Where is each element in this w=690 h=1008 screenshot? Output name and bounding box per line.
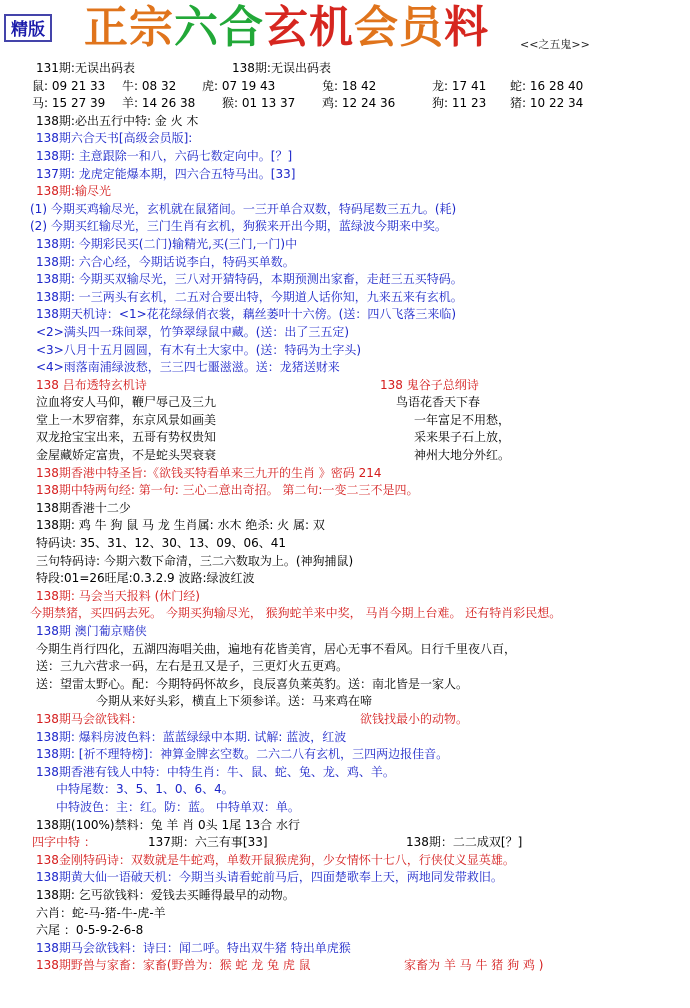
lubu-poem-line: 双龙抢宝宝出来，五哥有势权贵知 bbox=[36, 430, 217, 445]
poem-line bbox=[36, 412, 686, 430]
text-line: 送：望雷太野心。配：今期特码怀故乡，良辰喜负莱英豹。送：南北皆是一家人。 bbox=[36, 676, 469, 691]
page-title bbox=[84, 2, 489, 54]
wong-tai-sin: 138期黄大仙一语破天机：今期当头请看蛇前马后，四面楚歌奉上天，两地同发带救旧。 bbox=[36, 870, 503, 885]
poem-line bbox=[36, 429, 686, 447]
title-part-4: 会员 bbox=[354, 2, 444, 53]
text-line: 138期马会欲钱料：诗曰：闻二呼。特出双牛猪 特出单虎猴 bbox=[36, 940, 351, 955]
text-line: 138期: 爆料房波色料：蓝蓝绿绿中本期. 试解: 蓝波，红波 bbox=[36, 729, 347, 744]
title-part-5: 料 bbox=[444, 2, 489, 53]
zodiac-row-2 bbox=[32, 95, 686, 113]
lose-all-item-1: (1) 今期买鸡输尽光，玄机就在鼠猪间。一三开单合双数，特码尾数三五九。(耗) bbox=[30, 201, 457, 216]
guiguzi-poem-line: 鸟语花香天下春 bbox=[396, 395, 481, 410]
jockey-club-money bbox=[36, 711, 686, 729]
zodiac-cell: 鸡: 12 24 36 bbox=[322, 96, 396, 111]
heaven-book-heading: 138期六合天书[高级会员版]: bbox=[36, 131, 193, 146]
heaven-poem-4: <4>雨落南浦绿波愁，三三四七噩滋滋。送：龙猪送财来 bbox=[36, 360, 340, 375]
title-part-1: 正宗 bbox=[84, 2, 174, 53]
guiguzi-poem-line: 神州大地分外红。 bbox=[414, 448, 511, 463]
lubu-poem-heading: 138 吕布透特玄机诗 bbox=[36, 377, 147, 392]
zodiac-cell: 狗: 11 23 bbox=[432, 96, 487, 111]
two-sentence-scripture: 138期中特两句经: 第一句: 三心二意出奇招。 第二句:一变二三不是四。 bbox=[36, 483, 419, 498]
text-line: 138期: 一三两头有玄机，二五对合要出特，今期道人话你知，九来五来有玄机。 bbox=[36, 289, 463, 304]
hk-twelve-young-heading: 138期香港十二少 bbox=[36, 500, 131, 515]
text-line: 送：三九六营求一码，左右是丑又是子，三更灯火五更鸡。 bbox=[36, 659, 349, 674]
lubu-poem-line: 堂上一木罗宿葬，东京风景如画美 bbox=[36, 412, 217, 427]
text-line: 特段:01=26旺尾:0.3.2.9 波路:绿波红波 bbox=[36, 571, 255, 586]
zodiac-cell: 龙: 17 41 bbox=[432, 78, 487, 93]
poem-headings bbox=[36, 377, 686, 395]
title-part-3: 玄机 bbox=[264, 2, 354, 53]
zodiac-row-1 bbox=[32, 78, 686, 96]
heaven-book-138: 138期: 主意跟除一和八，六码七数定向中。[？] bbox=[36, 148, 293, 163]
text-line: 138期: 乞丐欲钱料：爱钱去买睡得最早的动物。 bbox=[36, 887, 295, 902]
text-line: 138期: 今期彩民买(二门)输精光,买(三门,一门)中 bbox=[36, 236, 298, 251]
tail-numbers: 中特尾数：3、5、1、0、6、4。 bbox=[56, 782, 234, 797]
text-line: 138期: 今期买双输尽光，三八对开猜特码，本期预测出家畜，走赶三五买特码。 bbox=[36, 272, 463, 287]
guiguzi-poem-heading: 138 鬼谷子总纲诗 bbox=[380, 377, 479, 392]
heaven-poem-3: <3>八月十五月圆圆，有木有土大家中。(送：特码为土字头) bbox=[36, 342, 362, 357]
edition-badge: 精版 bbox=[4, 14, 52, 42]
text-line: 今期从来好头彩，横直上下须参详。送：马来鸡在啼 bbox=[96, 694, 373, 709]
four-character-row bbox=[32, 834, 686, 852]
zodiac-cell: 马: 15 27 39 bbox=[32, 96, 106, 111]
text-line: 今期生肖行四化，五湖四海唱关曲，遍地有花皆美宵，居心无事不看风。日行千里夜八百， bbox=[36, 641, 517, 656]
four-character-138: 138期：二二成双[？] bbox=[406, 835, 523, 850]
text-line: 138期: 鸡 牛 狗 鼠 马 龙 生肖属: 水木 绝杀: 火 属: 双 bbox=[36, 518, 325, 533]
zodiac-cell: 猪: 10 22 34 bbox=[510, 96, 584, 111]
beasts-livestock-row bbox=[36, 957, 686, 975]
zodiac-cell: 虎: 07 19 43 bbox=[202, 78, 276, 93]
header bbox=[0, 0, 690, 60]
jockey-club-money-label: 138期马会欲钱料： bbox=[36, 711, 143, 726]
code-table-title-131: 131期:无误出码表 bbox=[36, 61, 135, 75]
four-character-137: 137期：六三有事[33] bbox=[148, 835, 268, 850]
heaven-poem-1: 138期天机诗：<1>花花绿绿俏衣裳，藕丝萎叶十六傍。(送：四八飞落三来临) bbox=[36, 307, 457, 322]
jockey-club-heading: 138期: 马会当天报料 (休门经) bbox=[36, 588, 200, 603]
guiguzi-poem-line: 采来果子石上放， bbox=[414, 430, 511, 445]
five-elements-line: 138期:必出五行中特: 金 火 木 bbox=[36, 113, 199, 128]
poem-line bbox=[36, 447, 686, 465]
guiguzi-poem-line: 一年富足不用愁， bbox=[414, 412, 511, 427]
code-table-titles bbox=[36, 60, 686, 78]
zodiac-cell: 牛: 08 32 bbox=[122, 78, 177, 93]
content bbox=[30, 60, 686, 975]
wave-color: 中特波色：主：红。防：蓝。 中特单双：单。 bbox=[56, 799, 300, 814]
text-line: 138期: [祈不理特榜]：神算金牌玄空数。二六二八有玄机，三四两边报佳音。 bbox=[36, 747, 449, 762]
macau-heading: 138期 澳门葡京赌侠 bbox=[36, 624, 147, 638]
title-part-2: 六合 bbox=[174, 2, 264, 53]
banned-line: 今期禁猪，买四码去死。 今期买狗输尽光， 猴狗蛇羊来中奖， 马肖今期上台难。 还有特肖彩民想。 bbox=[30, 606, 562, 621]
lose-all-heading: 138期:输尽光 bbox=[36, 184, 111, 199]
banned-items: 138期(100%)禁料：兔 羊 肖 0头 1尾 13合 水行 bbox=[36, 817, 301, 832]
lose-all-item-2: (2) 今期买红输尽光，三门生肖有玄机，狗猴来开出今期，蓝绿波今期来中奖。 bbox=[30, 219, 447, 234]
zodiac-cell: 兔: 18 42 bbox=[322, 78, 377, 93]
zodiac-cell: 羊: 14 26 38 bbox=[122, 96, 196, 111]
king-kong-poem: 138金刚特码诗：双数就是牛蛇鸡，单数开鼠猴虎狗，少女情怀十七八，行侠仗义显英雄。 bbox=[36, 852, 515, 867]
six-tails: 六尾 ：0-5-9-2-6-8 bbox=[36, 923, 144, 938]
six-zodiac: 六肖：蛇-马-猪-牛-虎-羊 bbox=[36, 905, 166, 920]
zodiac-cell: 鼠: 09 21 33 bbox=[32, 78, 106, 93]
text-line: 特码诀: 35、31、12、30、13、09、06、41 bbox=[36, 536, 287, 551]
poem-line bbox=[36, 394, 686, 412]
lubu-poem-line: 金屋藏娇定富贵，不是蛇头哭衰衰 bbox=[36, 448, 217, 463]
four-character-label: 四字中特 ： bbox=[32, 835, 96, 850]
jockey-club-money-value: 欲钱找最小的动物。 bbox=[360, 711, 469, 726]
author-signature: <<之五鬼>> bbox=[520, 38, 590, 51]
lubu-poem-line: 泣血将安人马仰，鞭尸辱己及三九 bbox=[36, 395, 217, 410]
livestock-label: 家畜为 羊 马 牛 猪 狗 鸡 ) bbox=[404, 958, 544, 973]
zodiac-cell: 猴: 01 13 37 bbox=[222, 96, 296, 111]
beasts-label: 138期野兽与家畜：家畜(野兽为：猴 蛇 龙 兔 虎 鼠 bbox=[36, 958, 311, 973]
text-line: 138期: 六合心经，今期话说李白，特码买单数。 bbox=[36, 254, 295, 269]
hk-rich-heading: 138期香港有钱人中特：中特生肖：牛、鼠、蛇、兔、龙、鸡、羊。 bbox=[36, 764, 395, 779]
hk-decree: 138期香港中特圣旨:《欲钱买特看单来三九开的生肖 》密码 214 bbox=[36, 465, 382, 480]
heaven-book-137: 137期: 龙虎定能爆本期，四六合五特马出。[33] bbox=[36, 166, 296, 181]
code-table-title-138: 138期:无误出码表 bbox=[232, 61, 331, 75]
zodiac-cell: 蛇: 16 28 40 bbox=[510, 78, 584, 93]
heaven-poem-2: <2>满头四一珠间翠，竹笋翠绿鼠中藏。(送：出了三五定) bbox=[36, 324, 350, 339]
text-line: 三句特码诗: 今期六数下命清，三二六数取为上。(神狗捕鼠) bbox=[36, 553, 354, 568]
